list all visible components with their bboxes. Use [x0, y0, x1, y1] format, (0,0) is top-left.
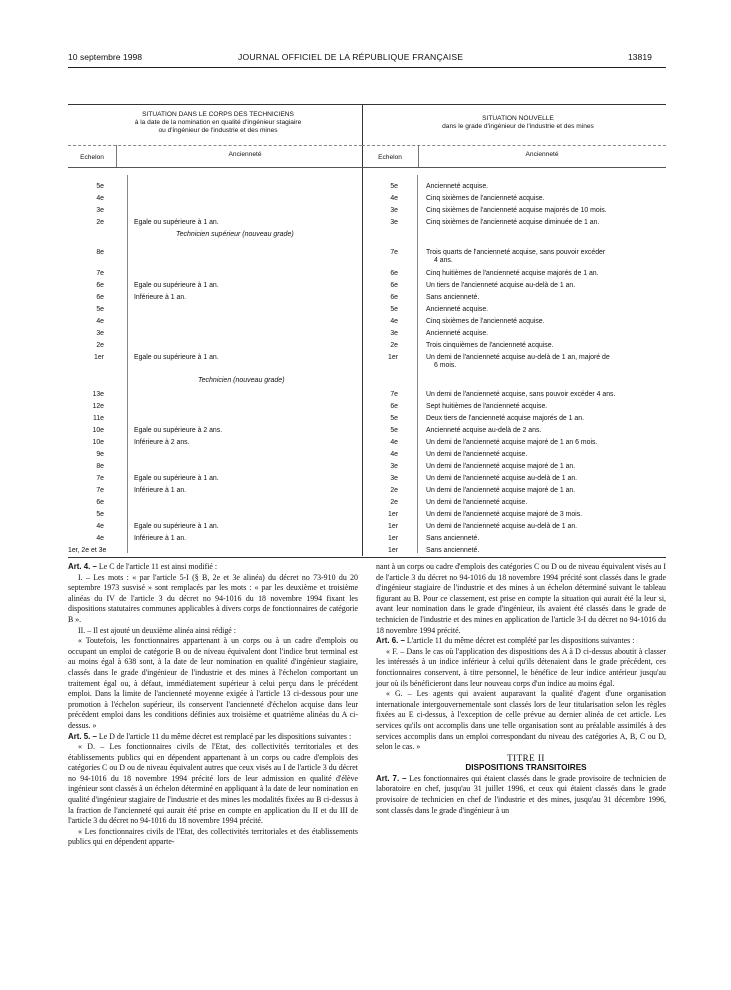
- right-anciennete-cell: Un demi de l'ancienneté acquise majoré de 1 an.: [426, 487, 576, 494]
- page-number: 13819: [628, 52, 652, 62]
- right-echelon-cell: 6e: [390, 403, 398, 410]
- body-right-column: [376, 562, 666, 816]
- paragraph-text: « D. – Les fonctionnaires civils de l'Etat, des collectivités territoriales et des établissements publics qui en dépendent appartenant à un corps ou cadre d'emplois des catégories C ou D ou de niveau équivalent autres que ceux visés au I de l'article 3 du décret no 94-1016 du 18 novembre 1994 précité lors de leur admission en qualité d'élève ingénieur sont classés à un échelon déterminé en appliquant à la date de leur nomination en qualité d'ingénieur stagiaire de l'industrie et des mines les modalités fixées au B ci-dessus à la fraction de l'ancienneté qui aurait été prise en compte en application du II et du III de l'article 3 du décret no 94-1016 du 18 novembre 1994 précité.: [68, 742, 358, 826]
- right-echelon-cell: 4e: [390, 318, 398, 325]
- journal-title: JOURNAL OFFICIEL DE LA RÉPUBLIQUE FRANÇAISE: [238, 52, 464, 62]
- left-echelon-cell: 6e: [96, 499, 104, 506]
- right-anciennete-cell: Un tiers de l'ancienneté acquise au-delà de 1 an.: [426, 282, 576, 289]
- header-bottom-rule: [68, 167, 666, 168]
- right-anciennete-cell: Un demi de l'ancienneté acquise au-delà de 1 an, majoré de: [426, 354, 610, 361]
- right-echelon-cell: 1er: [388, 354, 398, 361]
- right-paragraph: [376, 689, 666, 753]
- left-anciennete-cell: Inférieure à 2 ans.: [134, 439, 190, 446]
- issue-date: 10 septembre 1998: [68, 52, 143, 62]
- left-echelon-cell: 9e: [96, 451, 104, 458]
- right-echelon-cell: 3e: [390, 330, 398, 337]
- paragraph-text: Le C de l'article 11 est ainsi modifié :: [96, 562, 218, 571]
- right-anciennete-cell: Cinq sixièmes de l'ancienneté acquise.: [426, 318, 545, 325]
- paragraph-text: L'article 11 du même décret est complété par les dispositions suivantes :: [404, 636, 635, 646]
- paragraph-text: I. – Les mots : « par l'article 5-I (§ B, 2e et 3e alinéa) du décret no 73-910 du 20 septembre 1973 susvisé » sont remplacés par les mots : « par les deuxième et troisième alinéas du IV de l'article 3 du décret no 94-1016 du 18 novembre 1994 fixant les dispositions statutaires communes applicables à divers corps de fonctionnaires de catégorie B ».: [68, 572, 358, 624]
- left-paragraph: [68, 732, 358, 743]
- paragraph-text: « Toutefois, les fonctionnaires appartenant à un corps ou à un cadre d'emplois ou occupant un emploi de catégorie B ou de niveau équivalent dont l'indice brut terminal est au moins égal à 638 sont, à la date de leur nomination en qualité d'ingénieur stagiaire, classés dans le grade d'ingénieur de l'industrie et des mines à l'échelon comportant un traitement égal ou, à défaut, immédiatement supérieur à celui perçu dans le précédent emploi. Dans la limite de l'ancienneté moyenne exigée à l'article 13 ci-dessous pour une promotion à l'échelon supérieur, ils conservent l'ancienneté d'échelon acquise dans leur précédent emploi dans les conditions définies aux troisième et quatrième alinéas du A ci-dessus. »: [68, 636, 358, 730]
- left-echelon-cell: 10e: [92, 427, 104, 434]
- right-anciennete-cell: Ancienneté acquise.: [426, 330, 489, 337]
- left-anciennete-cell: Egale ou supérieure à 1 an.: [134, 219, 219, 226]
- article-7-label: Art. 7. –: [376, 773, 407, 783]
- article-7-paragraph: [376, 774, 666, 816]
- right-title-line: SITUATION NOUVELLE: [482, 115, 554, 122]
- right-echelon-cell: 5e: [390, 306, 398, 313]
- right-echelon-cell: 1er: [388, 535, 398, 542]
- right-anciennete-cell: 4 ans.: [434, 257, 453, 264]
- right-anciennete-cell: Cinq huitièmes de l'ancienneté acquise majorés de 1 an.: [426, 270, 599, 277]
- right-column-paragraphs: [376, 562, 666, 753]
- right-anciennete-cell: Un demi de l'ancienneté acquise.: [426, 499, 528, 506]
- right-anciennete-cell: Trois cinquièmes de l'ancienneté acquise.: [426, 342, 554, 349]
- left-echelon-cell: 6e: [96, 282, 104, 289]
- left-echelon-cell: 3e: [96, 207, 104, 214]
- left-echelon-cell: 2e: [96, 342, 104, 349]
- article-label: Art. 4. –: [68, 562, 97, 571]
- right-echelon-cell: 1er: [388, 523, 398, 530]
- right-echelon-cell: 5e: [390, 183, 398, 190]
- right-paragraph: [376, 562, 666, 636]
- table-center-divider: [362, 105, 363, 556]
- left-title-line: à la date de la nomination en qualité d'ingénieur stagiaire: [134, 119, 302, 126]
- right-echelon-cell: 4e: [390, 195, 398, 202]
- left-echelon-cell: 5e: [96, 306, 104, 313]
- left-title-line: ou d'ingénieur de l'industrie et des mines: [158, 127, 278, 134]
- right-anciennete-cell: Un demi de l'ancienneté acquise au-delà de 1 an.: [426, 523, 578, 530]
- subheading-technicien: Technicien (nouveau grade): [198, 377, 285, 384]
- right-echelon-cell: 6e: [390, 282, 398, 289]
- left-anciennete-cell: Egale ou supérieure à 1 an.: [134, 282, 219, 289]
- right-anciennete-cell: Un demi de l'ancienneté acquise au-delà de 1 an.: [426, 475, 578, 482]
- paragraph-text: « Les fonctionnaires civils de l'Etat, des collectivités territoriales et des établissements publics qui en dépendent apparte-: [68, 826, 358, 847]
- right-anciennete-cell: Ancienneté acquise.: [426, 183, 489, 190]
- header-dash-right: [362, 145, 666, 146]
- left-body-divider: [127, 175, 128, 553]
- subheading-technicien-superieur: Technicien supérieur (nouveau grade): [176, 231, 294, 238]
- left-echelon-cell: 8e: [96, 249, 104, 256]
- right-echelon-cell: 3e: [390, 463, 398, 470]
- right-anciennete-cell: Cinq sixièmes de l'ancienneté acquise majorés de 10 mois.: [426, 207, 607, 214]
- left-echelon-cell: 1er, 2e et 3e: [68, 547, 107, 554]
- right-echelon-cell: 4e: [390, 439, 398, 446]
- right-anciennete-header: Ancienneté: [525, 151, 559, 158]
- article-7-text: Les fonctionnaires qui étaient classés dans le grade provisoire de technicien de laboratoire en chef, jusqu'au 31 juillet 1996, et ceux qui étaient classés dans le grade provisoire de technicien en chef de l'industrie et des mines, jusqu'au 31 décembre 1996, sont classés dans le grade d'ingénieur à un: [376, 773, 666, 815]
- right-anciennete-cell: Un demi de l'ancienneté acquise majoré de 1 an.: [426, 463, 576, 470]
- left-echelon-cell: 7e: [96, 270, 104, 277]
- right-anciennete-cell: Sans ancienneté.: [426, 547, 480, 554]
- right-anciennete-cell: Sept huitièmes de l'ancienneté acquise.: [426, 403, 548, 410]
- right-anciennete-cell: Sans ancienneté.: [426, 294, 480, 301]
- right-echelon-cell: 3e: [390, 207, 398, 214]
- header-dash-left: [68, 145, 362, 146]
- right-echelon-cell: 2e: [390, 499, 398, 506]
- left-echelon-cell: 13e: [92, 391, 104, 398]
- right-anciennete-cell: Un demi de l'ancienneté acquise majoré de 3 mois.: [426, 511, 583, 518]
- left-echelon-header: Echelon: [80, 154, 104, 161]
- right-column-title: [388, 115, 648, 131]
- paragraph-text: nant à un corps ou cadre d'emplois des catégories C ou D ou de niveau équivalent visés au I de l'article 3 du décret no 94-1016 du 18 novembre 1994 précité sont classés dans le grade d'ingénieur stagiaire de l'industrie et des mines à un échelon déterminé suivant le tableau figurant au B. Pour ce classement, est prise en compte la situation qui aurait été la leur si, avant leur nomination dans le grade d'ingénieur, ils avaient été classés dans le grade de technicien de l'industrie et des mines en application de l'article 3-I du décret no 94-1016 du 18 novembre 1994 précité.: [376, 562, 666, 635]
- right-anciennete-cell: Cinq sixièmes de l'ancienneté acquise diminuée de 1 an.: [426, 219, 600, 226]
- left-anciennete-header: Ancienneté: [228, 151, 262, 158]
- right-paragraph: [376, 647, 666, 689]
- left-subheader-divider: [116, 145, 117, 167]
- left-paragraph: [68, 562, 358, 573]
- left-echelon-cell: 1er: [94, 354, 104, 361]
- right-anciennete-cell: Un demi de l'ancienneté acquise, sans pouvoir excéder 4 ans.: [426, 391, 616, 398]
- left-paragraph: [68, 636, 358, 731]
- left-anciennete-cell: Inférieure à 1 an.: [134, 487, 187, 494]
- right-anciennete-cell: Cinq sixièmes de l'ancienneté acquise.: [426, 195, 545, 202]
- article-label: Art. 5. –: [68, 731, 97, 741]
- right-anciennete-cell: Deux tiers de l'ancienneté acquise majorés de 1 an.: [426, 415, 584, 422]
- right-echelon-cell: 4e: [390, 451, 398, 458]
- paragraph-text: « F. – Dans le cas où l'application des dispositions des A à D ci-dessus aboutit à classer les intéressés à un indice inférieur à celui qu'ils détenaient dans le grade précédent, ces fonctionnaires conservent, à titre personnel, le bénéfice de leur indice antérieur jusqu'au jour où ils bénéficieront dans leur nouveau corps d'un indice au moins égal.: [376, 646, 666, 688]
- right-anciennete-cell: 6 mois.: [434, 362, 457, 369]
- right-echelon-cell: 7e: [390, 249, 398, 256]
- left-echelon-cell: 11e: [93, 415, 104, 422]
- left-echelon-cell: 4e: [96, 195, 104, 202]
- right-echelon-cell: 6e: [390, 294, 398, 301]
- body-left-column: [68, 562, 358, 848]
- left-echelon-cell: 7e: [96, 475, 104, 482]
- right-echelon-header: Echelon: [378, 154, 402, 161]
- left-echelon-cell: 8e: [96, 463, 104, 470]
- left-echelon-cell: 4e: [96, 523, 104, 530]
- paragraph-text: « G. – Les agents qui avaient auparavant la qualité d'agent d'une organisation internationale intergouvernementale sont classés lors de leur titularisation selon les règles fixées au E ci-dessus, à l'exception de celle prévue au dernier alinéa de cet article. Les services qu'ils ont accomplis dans une telle organisation sont au préalable assimilés à des services accomplis dans un emploi correspondant du niveau des catégories A, B, C ou D, selon le cas. »: [376, 689, 666, 752]
- left-anciennete-cell: Inférieure à 1 an.: [134, 294, 187, 301]
- classification-table: [68, 104, 666, 558]
- right-echelon-cell: 2e: [390, 342, 398, 349]
- dispositions-heading: DISPOSITIONS TRANSITOIRES: [465, 763, 587, 773]
- right-title-line: dans le grade d'ingénieur de l'industrie et des mines: [442, 123, 594, 130]
- left-echelon-cell: 5e: [96, 183, 104, 190]
- right-subheader-divider: [418, 145, 419, 167]
- left-paragraph: [68, 626, 358, 637]
- header-rule: [68, 67, 666, 68]
- left-anciennete-cell: Egale ou supérieure à 1 an.: [134, 523, 219, 530]
- left-echelon-cell: 7e: [96, 487, 104, 494]
- right-echelon-cell: 6e: [390, 270, 398, 277]
- right-echelon-cell: 3e: [390, 475, 398, 482]
- left-paragraph: [68, 573, 358, 626]
- left-anciennete-cell: Inférieure à 1 an.: [134, 535, 187, 542]
- left-paragraph: [68, 827, 358, 848]
- right-echelon-cell: 1er: [388, 511, 398, 518]
- left-echelon-cell: 10e: [92, 439, 104, 446]
- right-echelon-cell: 5e: [390, 427, 398, 434]
- right-echelon-cell: 7e: [390, 391, 398, 398]
- left-anciennete-cell: Egale ou supérieure à 2 ans.: [134, 427, 223, 434]
- left-paragraph: [68, 742, 358, 827]
- right-echelon-cell: 3e: [390, 219, 398, 226]
- titre-heading: TITRE II: [507, 752, 545, 763]
- left-column-title: [88, 111, 348, 135]
- article-label: Art. 6. –: [376, 636, 405, 646]
- page-header: [0, 52, 731, 66]
- left-echelon-cell: 4e: [96, 318, 104, 325]
- right-anciennete-cell: Sans ancienneté.: [426, 535, 480, 542]
- left-title-line: SITUATION DANS LE CORPS DES TECHNICIENS: [142, 111, 294, 118]
- right-anciennete-cell: Un demi de l'ancienneté acquise majoré de 1 an 6 mois.: [426, 439, 598, 446]
- left-echelon-cell: 3e: [96, 330, 104, 337]
- right-anciennete-cell: Ancienneté acquise au-delà de 2 ans.: [426, 427, 542, 434]
- left-echelon-cell: 4e: [96, 535, 104, 542]
- left-echelon-cell: 5e: [96, 511, 104, 518]
- left-anciennete-cell: Egale ou supérieure à 1 an.: [134, 354, 219, 361]
- right-echelon-cell: 5e: [390, 415, 398, 422]
- right-paragraph: [376, 636, 666, 647]
- left-echelon-cell: 12e: [92, 403, 104, 410]
- right-anciennete-cell: Ancienneté acquise.: [426, 306, 489, 313]
- right-body-divider: [417, 175, 418, 553]
- right-anciennete-cell: Un demi de l'ancienneté acquise.: [426, 451, 528, 458]
- right-anciennete-cell: Trois quarts de l'ancienneté acquise, sans pouvoir excéder: [426, 249, 606, 256]
- left-echelon-cell: 2e: [96, 219, 104, 226]
- left-anciennete-cell: Egale ou supérieure à 1 an.: [134, 475, 219, 482]
- paragraph-text: Le D de l'article 11 du même décret est remplacé par les dispositions suivantes :: [96, 731, 352, 741]
- left-echelon-cell: 6e: [96, 294, 104, 301]
- right-echelon-cell: 1er: [388, 547, 398, 554]
- right-echelon-cell: 2e: [390, 487, 398, 494]
- paragraph-text: II. – Il est ajouté un deuxième alinéa ainsi rédigé :: [78, 625, 236, 635]
